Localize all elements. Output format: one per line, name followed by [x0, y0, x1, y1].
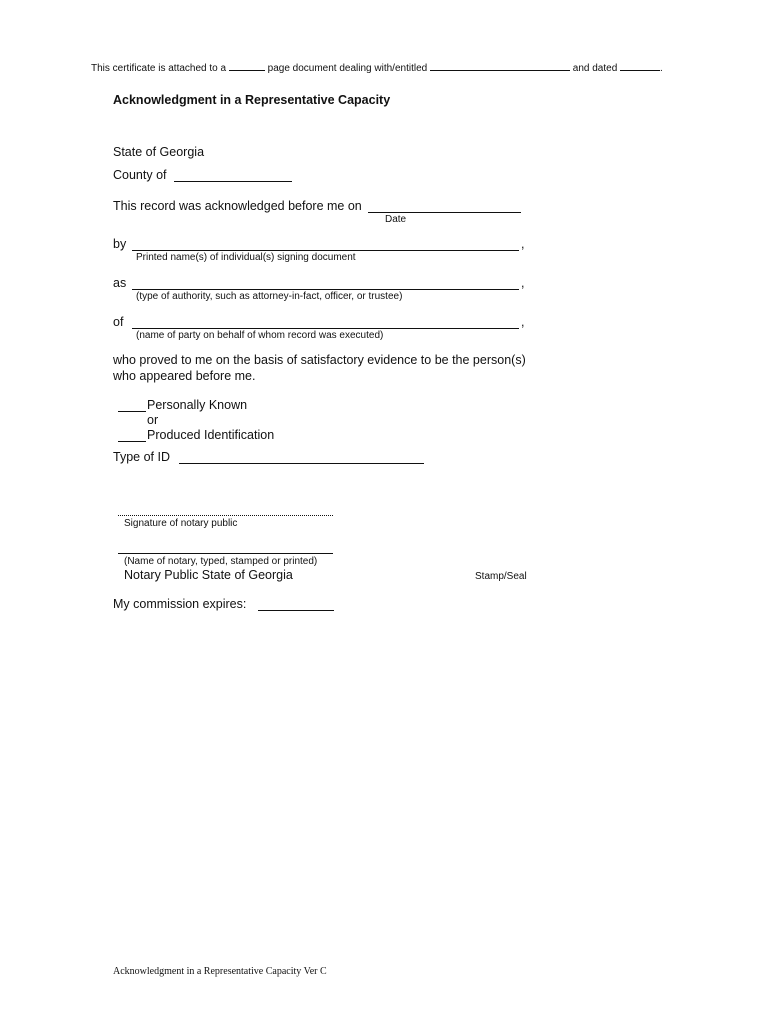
as-caption: (type of authority, such as attorney-in-fact, officer, or trustee) [136, 291, 403, 302]
type-of-id-field[interactable] [179, 463, 424, 464]
notary-public-label: Notary Public State of Georgia [124, 568, 293, 582]
page-count-blank[interactable] [229, 59, 265, 71]
proved-text-line1: who proved to me on the basis of satisfactory evidence to be the person(s) [113, 353, 526, 367]
type-of-id-label: Type of ID [113, 450, 170, 464]
commission-expires-field[interactable] [258, 610, 334, 611]
by-comma: , [521, 237, 525, 251]
document-date-blank[interactable] [620, 59, 660, 71]
of-comma: , [521, 315, 525, 329]
notary-signature-field[interactable] [118, 515, 333, 516]
state-label: State of Georgia [113, 145, 205, 159]
acknowledged-date-field[interactable] [368, 212, 521, 213]
as-comma: , [521, 276, 525, 290]
of-field[interactable] [132, 328, 519, 329]
certificate-period: . [660, 63, 663, 74]
commission-expires-label: My commission expires: [113, 597, 247, 611]
as-label: as [113, 276, 127, 290]
of-label: of [113, 315, 124, 329]
produced-id-checkbox-blank[interactable] [118, 441, 146, 442]
personally-known-checkbox-blank[interactable] [118, 411, 146, 412]
notary-name-caption: (Name of notary, typed, stamped or printed) [124, 556, 318, 567]
proved-text-line2: who appeared before me. [113, 369, 256, 383]
certificate-attachment-line [91, 59, 663, 74]
by-field[interactable] [132, 250, 519, 251]
county-field[interactable] [174, 181, 292, 182]
certificate-text-part2: page document dealing with/entitled [267, 63, 428, 74]
certificate-text-part3: and dated [572, 63, 618, 74]
of-caption: (name of party on behalf of whom record was executed) [136, 330, 384, 341]
personally-known-label: Personally Known [147, 398, 248, 412]
by-caption: Printed name(s) of individual(s) signing document [136, 252, 356, 263]
certificate-text-part1: This certificate is attached to a [91, 63, 227, 74]
footer-version: Acknowledgment in a Representative Capacity Ver C [113, 966, 327, 977]
signature-caption: Signature of notary public [124, 518, 238, 529]
stamp-seal-label: Stamp/Seal [475, 571, 527, 582]
or-label: or [147, 413, 159, 427]
date-caption: Date [385, 214, 407, 225]
acknowledged-label: This record was acknowledged before me on [113, 199, 362, 213]
as-field[interactable] [132, 289, 519, 290]
document-title-blank[interactable] [430, 59, 570, 71]
county-label: County of [113, 168, 167, 182]
produced-id-label: Produced Identification [147, 428, 275, 442]
document-title: Acknowledgment in a Representative Capacity [113, 93, 391, 107]
notary-name-field[interactable] [118, 553, 333, 554]
by-label: by [113, 237, 127, 251]
